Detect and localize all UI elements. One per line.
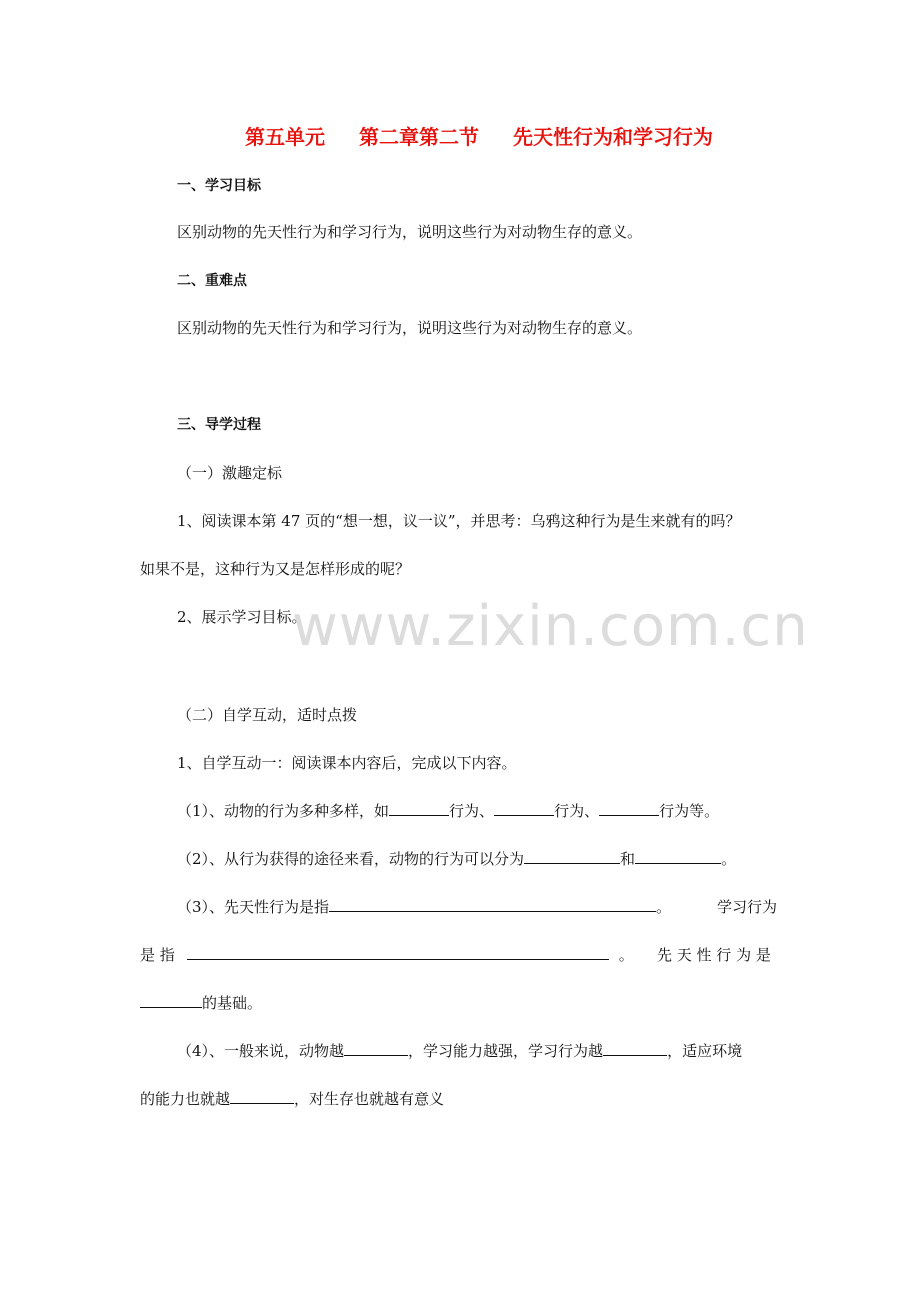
question-3-line3: 的基础。 — [140, 993, 262, 1013]
subsection-heading-1: （一）激趣定标 — [177, 464, 283, 482]
answer-blank[interactable] — [230, 1089, 294, 1104]
answer-blank[interactable] — [140, 993, 202, 1008]
section-heading-objectives: 一、学习目标 — [177, 178, 261, 194]
question-3-learning-label: 学习行为 — [717, 898, 778, 916]
question-4-line2: 的能力也就越 ，对生存也就越有意义 — [140, 1090, 445, 1108]
key-points-text: 区别动物的先天性行为和学习行为，说明这些行为对动物生存的意义。 — [177, 319, 643, 337]
answer-blank[interactable] — [635, 849, 721, 864]
answer-blank[interactable] — [344, 1041, 408, 1056]
question-3-line2: 是 指 。 — [140, 946, 634, 964]
paragraph-self-study-intro: 1、自学互动一：阅读课本内容后，完成以下内容。 — [177, 754, 517, 772]
objectives-text: 区别动物的先天性行为和学习行为，说明这些行为对动物生存的意义。 — [177, 223, 643, 241]
question-1: （1）、动物的行为多种多样，如 行为、 行为、 行为等。 — [177, 802, 720, 820]
paragraph-item1-line1: 1、阅读课本第 47 页的“想一想，议一议”，并思考：乌鸦这种行为是生来就有的吗？ — [177, 512, 741, 530]
section-heading-process: 三、导学过程 — [177, 417, 261, 433]
subsection-heading-2: （二）自学互动，适时点拨 — [177, 706, 358, 724]
document-title — [245, 124, 713, 150]
question-3-line1: （3）、先天性行为是指 。 — [177, 898, 672, 916]
watermark: www.zixin.com.cn — [292, 594, 809, 659]
answer-blank[interactable] — [187, 945, 609, 960]
answer-blank[interactable] — [494, 801, 554, 816]
question-3-innate-label: 先 天 性 行 为 是 — [657, 946, 771, 964]
section-heading-key-points: 二、重难点 — [177, 273, 247, 289]
question-4-line1: （4）、一般来说，动物越 ，学习能力越强，学习行为越 ，适应环境 — [177, 1042, 743, 1060]
title-chapter: 第二章第二节 — [359, 125, 479, 149]
paragraph-item1-line2: 如果不是，这种行为又是怎样形成的呢？ — [140, 560, 411, 578]
paragraph-item2: 2、展示学习目标。 — [177, 608, 307, 626]
title-topic: 先天性行为和学习行为 — [513, 125, 713, 149]
answer-blank[interactable] — [599, 801, 659, 816]
answer-blank[interactable] — [524, 849, 620, 864]
answer-blank[interactable] — [389, 801, 449, 816]
answer-blank[interactable] — [329, 897, 656, 912]
answer-blank[interactable] — [603, 1041, 667, 1056]
question-2: （2）、从行为获得的途径来看，动物的行为可以分为 和 。 — [177, 850, 737, 868]
title-unit: 第五单元 — [245, 125, 325, 149]
